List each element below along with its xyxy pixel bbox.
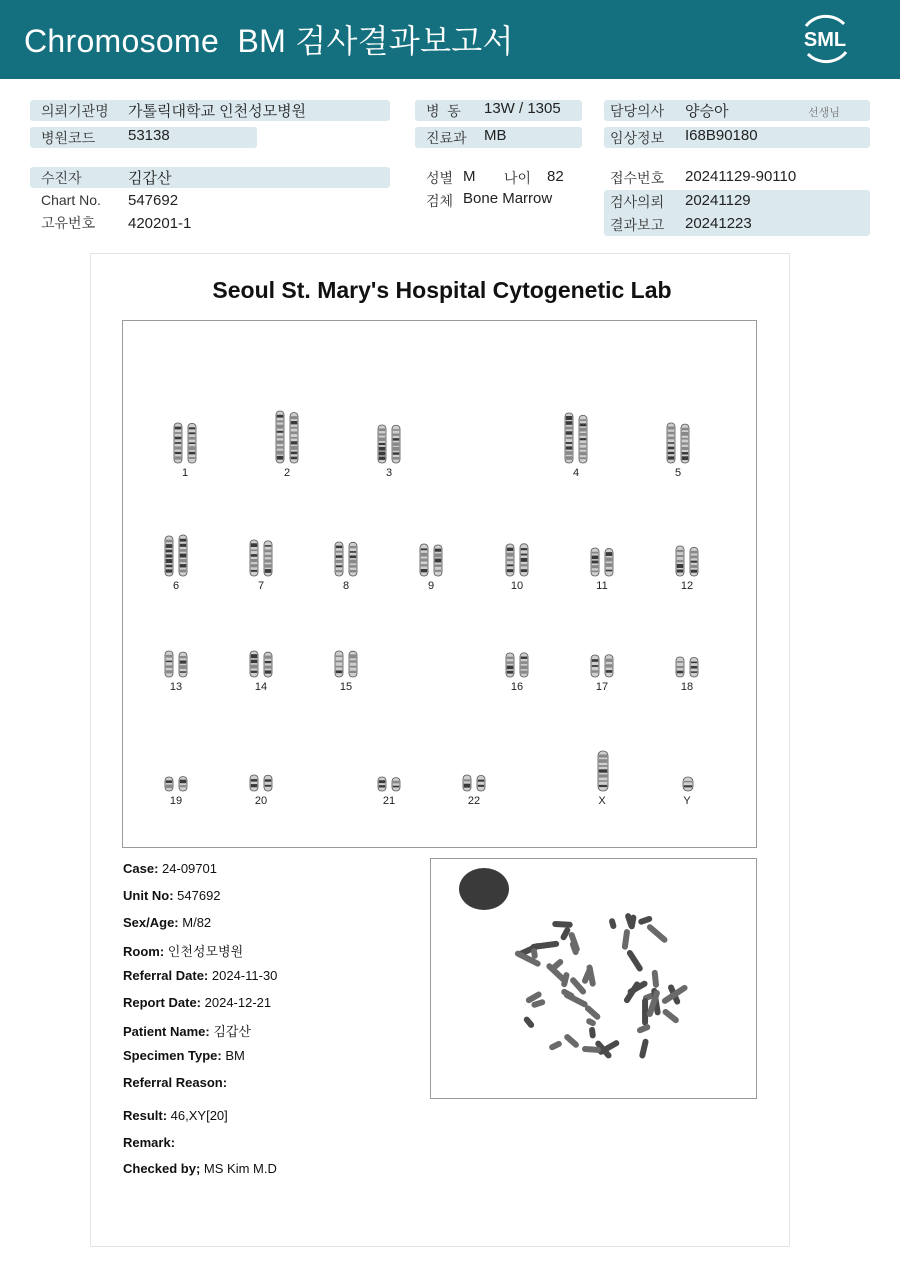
institution-value: 가톨릭대학교 인천성모병원: [128, 103, 307, 120]
chromosome-7-a: [250, 540, 258, 576]
chromosome-label: 18: [680, 681, 694, 693]
metaphase-chromosome: [646, 923, 669, 944]
report-field-label: Report Date:: [123, 995, 202, 1010]
chromosome-label: 2: [283, 467, 291, 479]
age-label: 나이: [504, 170, 532, 186]
report-field: [123, 1075, 227, 1090]
chromosome-15-a: [335, 651, 343, 677]
chromosome-22-a: [463, 775, 471, 791]
hospital-code-value: 53138: [128, 127, 170, 144]
chromosome-1-b: [188, 423, 196, 463]
specimen-value: Bone Marrow: [463, 190, 553, 207]
report-field: [123, 1135, 175, 1150]
chromosome-4-a: [565, 413, 573, 463]
chromosome-14-b: [264, 652, 272, 677]
chromosome-label: 17: [595, 681, 609, 693]
report-field-value: 46,XY[20]: [167, 1108, 228, 1123]
report-field-label: Result:: [123, 1108, 168, 1123]
metaphase-chromosome: [589, 1027, 596, 1039]
doctor-value: 양승아: [685, 103, 729, 120]
report-field-label: Referral Reason:: [123, 1075, 228, 1090]
metaphase-chromosome: [582, 1046, 601, 1053]
report-field-value: 김갑산: [209, 1024, 251, 1039]
chromosome-7-b: [264, 541, 272, 576]
chromosome-label: Y: [683, 795, 691, 807]
chromosome-13-b: [179, 652, 187, 677]
chromosome-20-a: [250, 775, 258, 791]
chromosome-18-b: [690, 657, 698, 677]
chromosome-1-a: [174, 423, 182, 463]
ward-label: 병 동: [426, 103, 461, 119]
metaphase-chromosome: [548, 1040, 563, 1051]
unique-label: 고유번호: [41, 215, 96, 231]
report-field: [123, 915, 211, 930]
result-label: 결과보고: [610, 217, 665, 233]
dept-value: MB: [484, 127, 507, 144]
report-field-label: Sex/Age:: [123, 915, 179, 930]
interphase-nucleus: [459, 868, 509, 910]
chromosome-2-a: [276, 411, 284, 463]
metaphase-chromosome: [552, 921, 573, 928]
chromosome-16-b: [520, 653, 528, 677]
receipt-label: 접수번호: [610, 170, 665, 186]
chromosome-21-b: [392, 778, 400, 791]
chromosome-label: 13: [169, 681, 183, 693]
patient-row: [30, 167, 390, 188]
report-field-label: Room:: [123, 944, 165, 959]
report-field: [123, 1161, 277, 1176]
chromosome-9-b: [434, 545, 442, 576]
age-value: 82: [547, 168, 564, 185]
chromosome-21-a: [378, 777, 386, 791]
metaphase-chromosome: [626, 949, 644, 973]
patient-label: 수진자: [41, 170, 82, 186]
doctor-label: 담당의사: [610, 103, 665, 119]
chromosome-8-a: [335, 542, 343, 576]
report-field-value: 2024-12-21: [201, 995, 272, 1010]
chromosome-label: X: [598, 795, 606, 807]
karyogram: [123, 321, 755, 846]
report-field-value: 인천성모병원: [164, 944, 244, 959]
chromosome-10-b: [520, 544, 528, 576]
chromosome-label: 15: [339, 681, 353, 693]
report-field-label: Unit No:: [123, 888, 174, 903]
chromosome-label: 22: [467, 795, 481, 807]
metaphase-chromosome: [651, 970, 659, 989]
chromosome-16-a: [506, 653, 514, 677]
chromosome-label: 10: [510, 580, 524, 592]
chromosome-2-b: [290, 413, 298, 463]
report-field-label: Specimen Type:: [123, 1048, 222, 1063]
chromosome-8-b: [349, 542, 357, 576]
dept-label: 진료과: [426, 130, 467, 146]
doctor-suffix: 선생님: [808, 107, 840, 119]
chromosome-20-b: [264, 775, 272, 791]
report-field-label: Referral Date:: [123, 968, 209, 983]
chromosome-13-a: [165, 651, 173, 677]
clinical-label: 임상정보: [610, 130, 665, 146]
chromosome-12-a: [676, 546, 684, 576]
chromosome-11-b: [605, 549, 613, 576]
metaphase-chromosome: [661, 1008, 680, 1025]
logo-text: SML: [803, 29, 847, 51]
metaphase-chromosome: [623, 980, 641, 1004]
chromosome-9-a: [420, 544, 428, 576]
clinical-value: I68B90180: [685, 127, 758, 144]
karyogram-panel: [122, 320, 757, 848]
report-field-label: Case:: [123, 861, 159, 876]
patient-value: 김갑산: [128, 170, 172, 187]
report-field-value: 547692: [173, 888, 221, 903]
metaphase-image: [430, 858, 757, 1099]
chromosome-12-b: [690, 547, 698, 576]
chromosome-10-a: [506, 544, 514, 576]
result-value: 20241223: [685, 215, 752, 232]
metaphase-chromosome: [639, 1038, 649, 1059]
chromosome-label: 21: [382, 795, 396, 807]
chromosome-6-a: [165, 536, 173, 576]
report-field-value: 2024-11-30: [208, 968, 278, 983]
metaphase-chromosome: [637, 915, 653, 925]
chromosome-label: 1: [181, 467, 189, 479]
report-field-value: M/82: [178, 915, 212, 930]
chromosome-18-a: [676, 657, 684, 677]
chromosome-Y: [683, 777, 693, 791]
request-label: 검사의뢰: [610, 194, 665, 210]
chart-label: Chart No.: [41, 192, 101, 208]
lab-title: Seoul St. Mary's Hospital Cytogenetic Lab: [212, 277, 672, 303]
chromosome-label: 20: [254, 795, 268, 807]
metaphase-chromosome: [563, 1033, 580, 1049]
report-field-label: Checked by;: [123, 1161, 201, 1176]
chromosome-label: 5: [674, 467, 682, 479]
report-field-label: Remark:: [123, 1135, 176, 1150]
header-bar: [0, 0, 900, 79]
report-field: [123, 888, 221, 903]
metaphase-chromosome: [622, 929, 631, 950]
sex-value: M: [463, 168, 476, 185]
ward-value: 13W / 1305: [484, 100, 561, 117]
chromosome-11-a: [591, 548, 599, 576]
chart-value: 547692: [128, 192, 179, 209]
chromosome-19-b: [179, 777, 187, 791]
chromosome-5-b: [681, 424, 689, 463]
chromosome-17-b: [605, 655, 613, 677]
page-title: Chromosome BM 검사결과보고서: [24, 23, 514, 59]
chromosome-label: 12: [680, 580, 694, 592]
specimen-label: 검체: [426, 193, 454, 209]
sml-logo: [796, 12, 854, 66]
report-field-label: Patient Name:: [123, 1024, 210, 1039]
chromosome-label: 3: [385, 467, 393, 479]
metaphase-chromosome: [642, 998, 648, 1026]
chromosome-14-a: [250, 651, 258, 677]
report-field: [123, 1108, 228, 1123]
report-field: [123, 941, 243, 960]
chromosome-3-b: [392, 425, 400, 463]
chromosome-5-a: [667, 423, 675, 463]
report-field-value: 24-09701: [158, 861, 217, 876]
chromosome-15-b: [349, 651, 357, 677]
chromosome-label: 4: [572, 467, 580, 479]
unique-value: 420201-1: [128, 215, 192, 232]
sex-label: 성별: [426, 170, 454, 186]
report-field-value: BM: [221, 1048, 245, 1063]
report-field: [123, 1048, 245, 1063]
chromosome-X: [598, 751, 608, 791]
chromosome-19-a: [165, 777, 173, 791]
chromosome-label: 14: [254, 681, 268, 693]
metaphase-chromosome: [523, 1015, 536, 1029]
metaphase-chromosome: [608, 918, 617, 930]
report-field: [123, 995, 271, 1010]
report-field-value: MS Kim M.D: [200, 1161, 277, 1176]
metaphase-spread: [431, 859, 755, 1097]
chromosome-label: 16: [510, 681, 524, 693]
chromosome-3-a: [378, 425, 386, 463]
chromosome-17-a: [591, 655, 599, 677]
chromosome-label: 6: [172, 580, 180, 592]
receipt-value: 20241129-90110: [685, 168, 797, 185]
chromosome-label: 11: [596, 580, 608, 592]
chromosome-6-b: [179, 535, 187, 576]
chromosome-4-b: [579, 415, 587, 463]
chromosome-label: 9: [427, 580, 435, 592]
chromosome-label: 19: [169, 795, 183, 807]
report-field: [123, 968, 277, 983]
chromosome-label: 8: [342, 580, 350, 592]
report-field: [123, 861, 217, 876]
report-field: [123, 1021, 251, 1040]
request-value: 20241129: [685, 192, 751, 209]
institution-label: 의뢰기관명: [41, 103, 109, 119]
hospital-code-label: 병원코드: [41, 130, 96, 146]
chromosome-label: 7: [257, 580, 265, 592]
chromosome-22-b: [477, 775, 485, 791]
